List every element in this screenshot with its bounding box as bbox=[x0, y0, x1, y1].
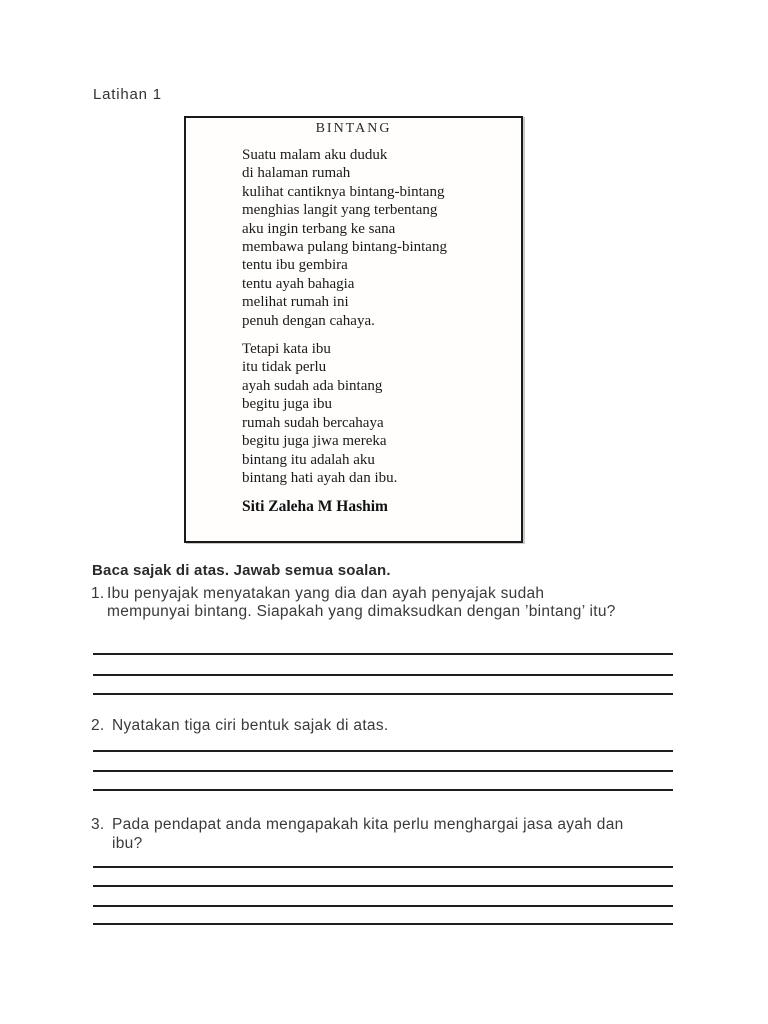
poem-box bbox=[184, 116, 523, 543]
question-text-line: Nyatakan tiga ciri bentuk sajak di atas. bbox=[112, 717, 389, 734]
poem-line: tentu ayah bahagia bbox=[242, 275, 355, 292]
poem-stanza-1 bbox=[242, 146, 521, 330]
poem-line: begitu juga ibu bbox=[242, 396, 332, 413]
poem-line: Tetapi kata ibu bbox=[242, 341, 331, 358]
question-2-text bbox=[112, 717, 389, 735]
poem-line: penuh dengan cahaya. bbox=[242, 312, 375, 329]
question-text-line: Pada pendapat anda mengapakah kita perlu menghargai jasa ayah dan bbox=[112, 816, 624, 833]
poem-line: tentu ibu gembira bbox=[242, 257, 348, 274]
poem-line: menghias langit yang terbentang bbox=[242, 202, 438, 219]
poem-line: ayah sudah ada bintang bbox=[242, 377, 383, 394]
question-2 bbox=[91, 717, 389, 735]
poem-line: Suatu malam aku duduk bbox=[242, 147, 388, 163]
poem-line: aku ingin terbang ke sana bbox=[242, 220, 396, 237]
question-2-number: 2. bbox=[91, 717, 105, 734]
question-3-text bbox=[112, 815, 624, 853]
instruction-heading: Baca sajak di atas. Jawab semua soalan. bbox=[92, 562, 391, 579]
poem-line: bintang hati ayah dan ibu. bbox=[242, 469, 398, 486]
poem-line: melihat rumah ini bbox=[242, 294, 349, 311]
poem-line: itu tidak perlu bbox=[242, 359, 327, 376]
poem-author: Siti Zaleha M Hashim bbox=[242, 498, 388, 516]
answer-line bbox=[93, 923, 673, 925]
answer-line bbox=[93, 674, 673, 676]
poem-line: kulihat cantiknya bintang-bintang bbox=[242, 183, 445, 200]
question-1-number: 1. bbox=[91, 585, 105, 602]
poem-title: BINTANG bbox=[315, 121, 392, 136]
answer-line bbox=[93, 905, 673, 907]
answer-line bbox=[93, 866, 673, 868]
question-1 bbox=[91, 585, 616, 620]
answer-line bbox=[93, 653, 673, 655]
answer-line bbox=[93, 693, 673, 695]
exercise-label: Latihan 1 bbox=[93, 86, 162, 103]
answer-line bbox=[93, 789, 673, 791]
poem-stanza-2 bbox=[242, 340, 521, 487]
poem-line: bintang itu adalah aku bbox=[242, 451, 375, 468]
question-1-text bbox=[107, 585, 616, 620]
poem-line: rumah sudah bercahaya bbox=[242, 414, 384, 431]
poem-body bbox=[186, 146, 521, 517]
answer-line bbox=[93, 750, 673, 752]
question-3-number: 3. bbox=[91, 816, 105, 833]
question-text-line: mempunyai bintang. Siapakah yang dimaksudkan dengan ’bintang’ itu? bbox=[107, 602, 616, 620]
answer-line bbox=[93, 770, 673, 772]
answer-line bbox=[93, 885, 673, 887]
question-text-line: ibu? bbox=[112, 835, 143, 852]
poem-line: di halaman rumah bbox=[242, 165, 351, 182]
poem-line: membawa pulang bintang-bintang bbox=[242, 239, 447, 256]
question-text-line: Ibu penyajak menyatakan yang dia dan ayah penyajak sudah bbox=[107, 585, 545, 602]
question-3 bbox=[91, 815, 624, 853]
poem-line: begitu juga jiwa mereka bbox=[242, 433, 387, 450]
